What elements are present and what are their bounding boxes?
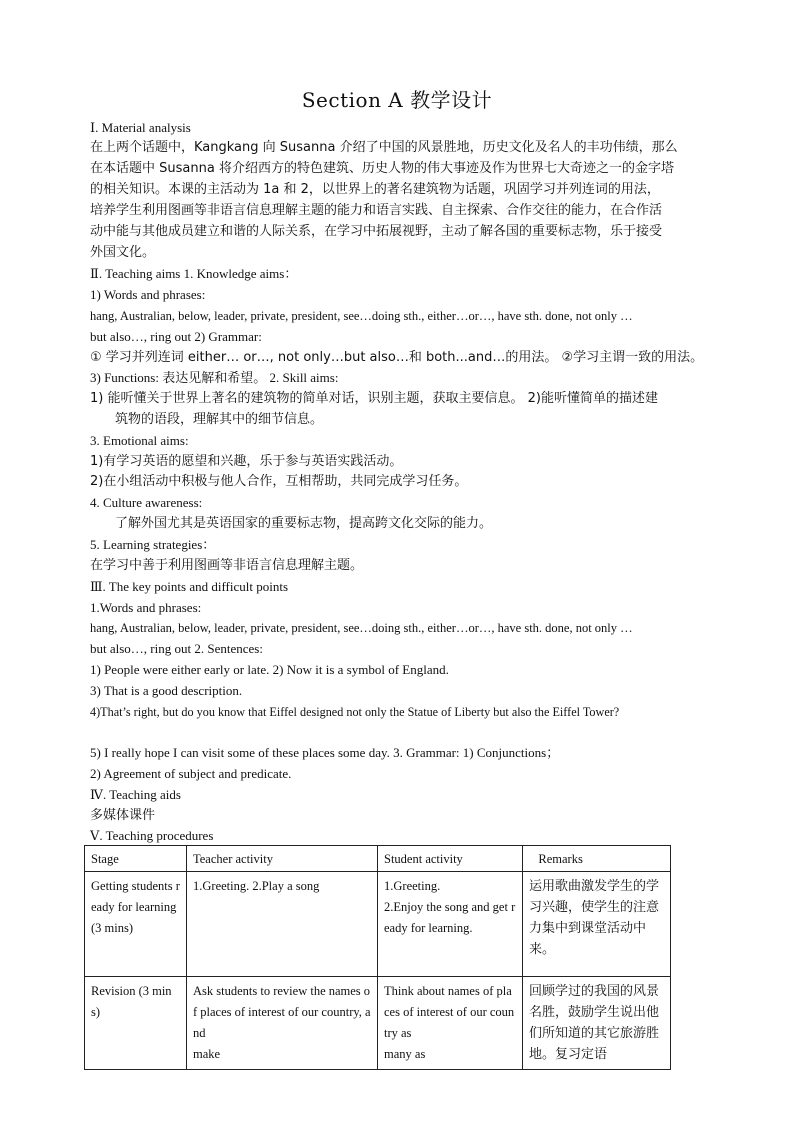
skill-line: 1) 能听懂关于世界上著名的建筑物的简单对话，识别主题，获取主要信息。 2)能听懂简单的描述建: [90, 391, 658, 406]
material-line: 外国文化。: [90, 245, 156, 260]
student-activity-text: 2.Enjoy the song and get ready for learning.: [384, 900, 516, 935]
student-activity-text: many as: [384, 1047, 426, 1061]
material-line: 在上两个话题中，Kangkang 向 Susanna 介绍了中国的风景胜地，历史文化及名人的丰功伟绩，那么: [90, 140, 678, 155]
page-title: Section A 教学设计: [301, 88, 493, 112]
emotional-heading: 3. Emotional aims:: [90, 433, 189, 448]
procedures-heading: Ⅴ. Teaching procedures: [90, 828, 214, 843]
material-line: 培养学生利用图画等非语言信息理解主题的能力和语言实践、自主探索、合作交往的能力，在合作活: [90, 203, 663, 218]
sentence-line: 5) I really hope I can visit some of these places some day. 3. Grammar: 1) Conjunctions；: [90, 745, 560, 760]
key-words-heading: 1.Words and phrases:: [90, 600, 202, 615]
words-line: but also…, ring out 2) Grammar:: [90, 329, 262, 344]
key-words-line: but also…, ring out 2. Sentences:: [90, 641, 263, 656]
stage-cell: Getting students ready for learning (3 mins): [85, 872, 187, 977]
aids-line: 多媒体课件: [90, 808, 156, 823]
student-activity-cell: [378, 872, 523, 977]
key-points-heading: Ⅲ. The key points and difficult points: [90, 579, 289, 594]
key-words-line: hang, Australian, below, leader, private, president, see…doing sth., either…or…, have sth. done, not only …: [90, 621, 633, 635]
aids-heading: Ⅳ. Teaching aids: [90, 787, 181, 802]
material-line: 的相关知识。本课的主活动为 1a 和 2，以世界上的著名建筑物为话题，巩固学习并列连词的用法，: [90, 182, 660, 197]
sentence-line: 1) People were either early or late. 2) Now it is a symbol of England.: [90, 662, 449, 677]
sentence-line: 3) That is a good description.: [90, 683, 243, 698]
table-header: Remarks: [523, 846, 671, 872]
words-heading: 1) Words and phrases:: [90, 287, 206, 302]
stage-cell: Revision (3 mins): [85, 977, 187, 1070]
grammar-line: ① 学习并列连词 either… or…, not only…but also…和 both...and…的用法。 ②学习主谓一致的用法。: [90, 350, 704, 365]
strategies-line: 在学习中善于利用图画等非语言信息理解主题。: [90, 558, 364, 573]
student-activity-cell: [378, 977, 523, 1070]
teacher-activity-text: Ask students to review the names of places of interest of our country, and: [193, 984, 371, 1040]
table-header: Teacher activity: [187, 846, 378, 872]
material-line: 在本话题中 Susanna 将介绍西方的特色建筑、历史人物的伟大事迹及作为世界七大奇迹之一的金字塔: [90, 161, 674, 176]
teacher-activity-cell: 1.Greeting. 2.Play a song: [187, 872, 378, 977]
sentence-line: 4)That’s right, but do you know that Eiffel designed not only the Statue of Liberty but also the Eiffel Tower?: [90, 705, 620, 719]
skill-line: 筑物的语段，理解其中的细节信息。: [115, 412, 324, 427]
culture-line: 了解外国尤其是英语国家的重要标志物，提高跨文化交际的能力。: [115, 516, 493, 531]
material-heading: Ⅰ. Material analysis: [90, 120, 191, 135]
grammar-item: 2) Agreement of subject and predicate.: [90, 766, 292, 781]
table-header-row: [85, 846, 671, 872]
student-activity-text: 1.Greeting.: [384, 879, 441, 893]
words-line: hang, Australian, below, leader, private, president, see…doing sth., either…or…, have sth. done, not only …: [90, 309, 633, 323]
table-row: [85, 977, 671, 1070]
teacher-activity-cell: [187, 977, 378, 1070]
table-row: [85, 872, 671, 977]
emotional-item: 1)有学习英语的愿望和兴趣，乐于参与英语实践活动。: [90, 454, 403, 469]
student-activity-text: Think about names of places of interest of our country as: [384, 984, 515, 1040]
remarks-cell: 回顾学过的我国的风景名胜，鼓励学生说出他们所知道的其它旅游胜地。复习定语: [523, 977, 671, 1070]
remarks-cell: 运用歌曲激发学生的学习兴趣，使学生的注意力集中到课堂活动中来。: [523, 872, 671, 977]
strategies-heading: 5. Learning strategies：: [90, 537, 216, 552]
table-header: Student activity: [378, 846, 523, 872]
aims-heading: Ⅱ. Teaching aims 1. Knowledge aims：: [90, 266, 298, 281]
table-header: Stage: [85, 846, 187, 872]
culture-heading: 4. Culture awareness:: [90, 495, 203, 510]
procedures-table: [84, 845, 671, 1070]
material-line: 动中能与其他成员建立和谐的人际关系，在学习中拓展视野，主动了解各国的重要标志物，乐于接受: [90, 224, 663, 239]
functions-line: 3) Functions: 表达见解和希望。 2. Skill aims:: [90, 370, 339, 385]
teacher-activity-text: make: [193, 1047, 221, 1061]
emotional-item: 2)在小组活动中积极与他人合作，互相帮助，共同完成学习任务。: [90, 474, 468, 489]
